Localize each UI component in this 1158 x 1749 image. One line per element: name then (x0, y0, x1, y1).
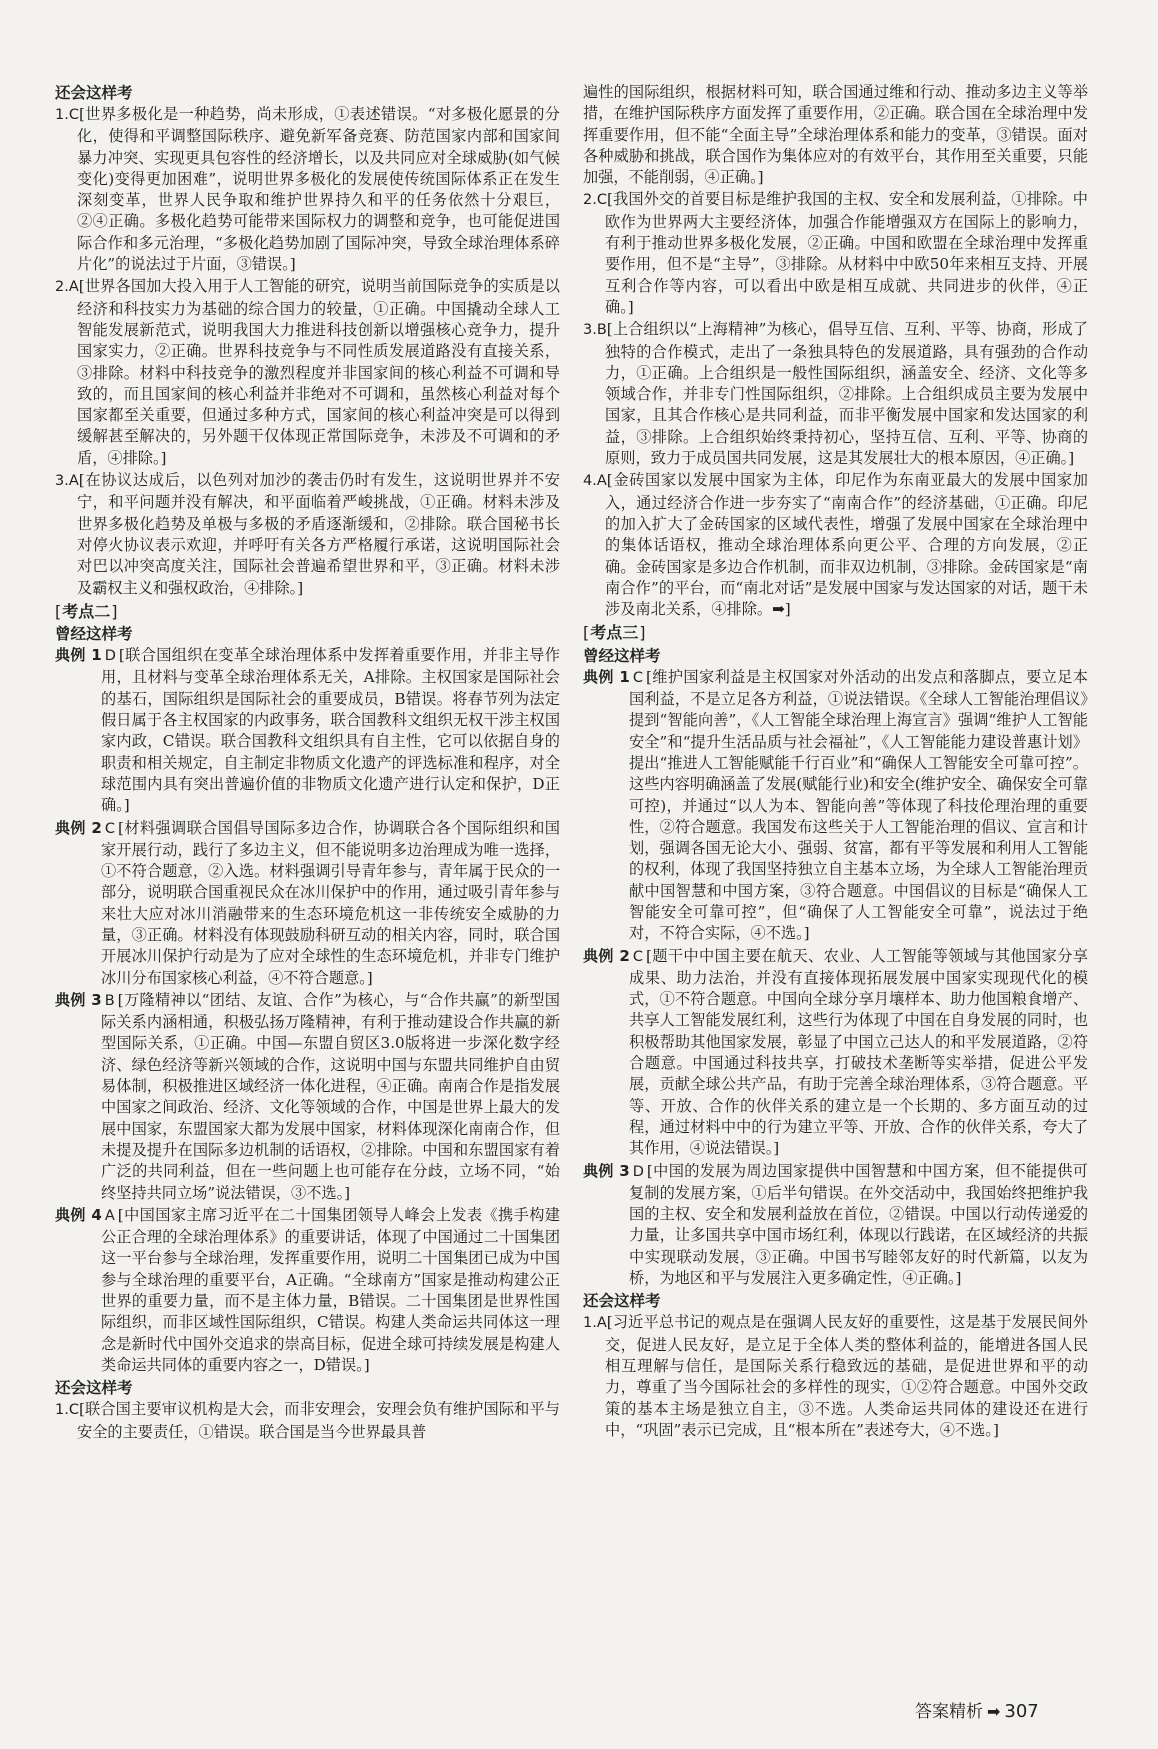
question-number: 1.C (55, 107, 79, 123)
example-text: [中国国家主席习近平在二十国集团领导人峰会上发表《携手构建公正合理的全球治理体系》的重要讲话，体现了中国通过二十国集团这一平台参与全球治理，发挥重要作用，说明二十国集团已成为中国参与全球治理的重要平台，A正确。“全球南方”国家是推动构建公正世界的重要力量，而不是主体力量，B错误。二十国集团是世界性国际组织，而非区域性国际组织，C错误。构建人类命运共同体这一理念是新时代中国外交追求的崇高目标，促进全球可持续发展是构建人类命运共同体的重要内容之一，D错误。] (101, 1205, 560, 1374)
example-item (55, 1205, 560, 1376)
question-item (55, 104, 560, 275)
topic-box-heading: [ 考点三 ] (583, 622, 646, 644)
question-item (55, 1399, 560, 1443)
question-text: [联合国主要审议机构是大会，而非安理会，安理会负有维护国际和平与安全的主要责任，①错误。联合国是当今世界最具普 (77, 1400, 560, 1441)
example-label: 典例 2 (55, 818, 102, 837)
example-item (55, 818, 560, 989)
example-answer: B (104, 992, 115, 1009)
example-text: [万隆精神以“团结、友谊、合作”为核心，与“合作共赢”的新型国际关系内涵相通，积极弘扬万隆精神，有利于推动建设合作共赢的新型国际关系，①正确。中国—东盟自贸区3.0版将进一步深化数字经济、绿色经济等新兴领域的合作，这说明中国与东盟共同维护自由贸易体制，积极推进区域经济一体化进程，④正确。南南合作是指发展中国家之间政治、经济、文化等领域的合作，中国是世界上最大的发展中国家，东盟国家大都为发展中国家，材料体现深化南南合作，但未提及提升在国际多边机制的话语权，②排除。中国和东盟国家有着广泛的共同利益，但在一些问题上也可能存在分歧，立场不同，“始终坚持共同立场”说法错误，③不选。] (101, 990, 560, 1202)
footer-label: 答案精析 (915, 1702, 983, 1722)
page-number: 307 (1004, 1701, 1039, 1722)
question-item (583, 319, 1088, 469)
arrow-right-icon: ➡ (987, 1702, 1001, 1721)
question-number: 2.C (583, 192, 607, 209)
example-text: [维护国家利益是主权国家对外活动的出发点和落脚点，要立足本国利益，不是立足各方利益，①说法错误。《全球人工智能治理倡议》提到“智能向善”，《人工智能全球治理上海宣言》强调“维护人工智能安全”和“提升生活品质与社会福祉”，《人工智能能力建设普惠计划》提出“推进人工智能赋能千行百业”和“确保人工智能安全可靠可控”。这些内容明确涵盖了发展(赋能行业)和安全(维护安全、确保安全可靠可控)，并通过“以人为本、智能向善”等体现了科技伦理治理的重要性，②符合题意。我国发布这些关于人工智能治理的倡议、宣言和计划，强调各国无论大小、强弱、贫富，都有平等发展和利用人工智能的权利，体现了我国坚持独立自主基本立场，为全球人工智能治理贡献中国智慧和中国方案，③符合题意。中国倡议的目标是“确保人工智能安全可靠可控”，但“确保了人工智能安全可靠”，说法过于绝对，不符合实际，④不选。] (629, 667, 1088, 943)
question-text: [上合组织以“上海精神”为核心，倡导互信、互利、平等、协商，形成了独特的合作模式，走出了一条独具特色的发展道路，具有强劲的合作动力，①正确。上合组织是一般性国际组织，涵盖安全、经济、文化等多领域合作，并非专门性国际组织，②排除。上合组织成员主要为发展中国家，且其合作核心是共同利益，而非平衡发展中国家和发达国家的利益，③排除。上合组织始终秉持初心，坚持互信、互利、平等、协商的原则，致力于成员国共同发展，这是其发展壮大的根本原因，④正确。] (605, 320, 1088, 468)
example-item (55, 645, 560, 816)
question-item (583, 189, 1088, 318)
question-item (583, 1312, 1088, 1441)
example-answer: C (104, 820, 115, 837)
example-label: 典例 3 (55, 990, 102, 1009)
section-heading: 曾经这样考 (55, 625, 133, 644)
question-text: [世界多极化是一种趋势，尚未形成，①表述错误。“对多极化愿景的分化，使得和平调整国际秩序、避免新军备竞赛、防范国家内部和国家间暴力冲突、实现更具包容性的经济增长，以及共同应对全球威胁(如气候变化)变得更加困难”，说明世界多极化的发展使传统国际体系正在发生深刻变革，世界人民争取和维护世界持久和平的任务依然十分艰巨，②④正确。多极化趋势可能带来国际权力的调整和竞争，也可能促进国际合作和多元治理，“多极化趋势加剧了国际冲突，导致全球治理体系碎片化”的说法过于片面，③错误。] (77, 105, 560, 274)
question-continuation: 遍性的国际组织，根据材料可知，联合国通过维和行动、推动多边主义等举措，在维护国际秩序方面发挥了重要作用，②正确。联合国在全球治理中发挥重要作用，但不能“全面主导”全球治理体系和能力的变革，③错误。面对各种威胁和挑战，联合国作为集体应对的有效平台，其作用至关重要，只能加强，不能削弱，④正确。] (583, 83, 1088, 187)
example-label: 典例 1 (583, 667, 630, 686)
question-text: [世界各国加大投入用于人工智能的研究，说明当前国际竞争的实质是以经济和科技实力为基础的综合国力的较量，①正确。中国撬动全球人工智能发展新范式，说明我国大力推进科技创新以增强核心竞争力，提升国家实力，②正确。世界科技竞争与不同性质发展道路没有直接关系，③排除。材料中科技竞争的激烈程度并非国家间的核心利益不可调和导致的，而且国家间的核心利益并非绝对不可调和，虽然核心利益对每个国家都至关重要，但通过多种方式，国家间的核心利益冲突是可以得到缓解甚至解决的，另外题干仅体现正常国际竞争，未涉及不可调和的矛盾，④排除。] (77, 277, 560, 467)
example-label: 典例 1 (55, 646, 102, 665)
question-item (583, 470, 1088, 620)
example-answer: D (632, 1163, 644, 1180)
example-label: 典例 2 (583, 946, 630, 965)
right-column (583, 82, 1088, 1442)
example-answer: C (632, 948, 643, 965)
question-number: 3.B (583, 322, 607, 339)
page-footer (915, 1697, 1039, 1722)
example-text: [中国的发展为周边国家提供中国智慧和中国方案，但不能提供可复制的发展方案，①后半句错误。在外交活动中，我国始终把维护我国的主权、安全和发展利益放在首位，②错误。中国以行动传递爱的力量，让多国共享中国市场红利，体现以行践诺，在区域经济的共振中实现联动发展，③正确。中国书写睦邻友好的时代新篇，以友为桥，为地区和平与发展注入更多确定性，④正确。] (629, 1161, 1088, 1288)
question-number: 1.A (583, 1315, 607, 1332)
example-item (583, 1161, 1088, 1290)
example-text: [题干中中国主要在航天、农业、人工智能等领域与其他国家分享成果、助力法治，并没有直接体现拓展发展中国家实现现代化的模式，①不符合题意。中国向全球分享月壤样本、助力他国粮食增产、共享人工智能发展红利，这些行为体现了中国在自身发展的同时，也积极帮助其他国家发展，彰显了中国立己达人的和平发展道路，②符合题意。中国通过科技共享，打破技术垄断等实举措，促进公平发展，贡献全球公共产品，有助于完善全球治理体系，③符合题意。平等、开放、合作的伙伴关系的建立是一个长期的、多方面互动的过程，通过材料中中的行为建立平等、开放、合作的伙伴关系，夸大了其作用，④说法错误。] (629, 946, 1088, 1158)
example-item (55, 990, 560, 1204)
question-number: 3.A (55, 473, 79, 490)
section-heading: 还会这样考 (55, 84, 133, 102)
question-text: [金砖国家以发展中国家为主体，印尼作为东南亚最大的发展中国家加入，通过经济合作进一步夯实了“南南合作”的经济基础，①正确。印尼的加入扩大了金砖国家的区域代表性，增强了发展中国家在全球治理中的集体话语权，推动全球治理体系向更公平、合理的方向发展，②正确。金砖国家是多边合作机制，而非双边机制，③排除。金砖国家是“南南合作”的平台，而“南北对话”是发展中国家与发达国家的对话，题干未涉及南北关系，④排除。➡] (605, 471, 1088, 619)
section-heading: 曾经这样考 (583, 646, 661, 665)
example-text: [联合国组织在变革全球治理体系中发挥着重要作用，并非主导作用，且材料与变革全球治理体系无关，A排除。主权国家是国际社会的基石，国际组织是国际社会的重要成员，B错误。将春节列为法定假日属于各主权国家的内政事务，联合国教科文组织无权干涉主权国家内政，C错误。联合国教科文组织具有自主性，它可以依据自身的职责和相关规定，自主制定非物质文化遗产的评选标准和程序，对全球范围内具有突出普遍价值的非物质文化遗产进行认定和保护，D正确。] (101, 646, 560, 815)
question-number: 1.C (55, 1402, 79, 1419)
question-item (55, 470, 560, 599)
example-label: 典例 3 (583, 1161, 630, 1180)
left-column (55, 82, 560, 1444)
example-text: [材料强调联合国倡导国际多边合作，协调联合各个国际组织和国家开展行动，践行了多边主义，但不能说明多边治理成为唯一选择，①不符合题意，②入选。材料强调引导青年参与，青年属于民众的一部分，说明联合国重视民众在冰川保护中的作用，通过吸引青年参与来壮大应对冰川消融带来的生态环境危机这一非传统安全威胁的力量，③正确。材料没有体现鼓励科研互动的相关内容，同时，联合国开展冰川保护行动是为了应对全球性的生态环境危机，并非专门维护冰川分布国家核心利益，④不符合题意。] (101, 818, 560, 987)
question-text: [在协议达成后，以色列对加沙的袭击仍时有发生，这说明世界并不安宁，和平问题并没有解决，和平面临着严峻挑战，①正确。材料未涉及世界多极化趋势及单极与多极的矛盾逐渐缓和，②排除。联合国秘书长对停火协议表示欢迎，并呼吁有关各方严格履行承诺，这说明国际社会对巴以冲突高度关注，国际社会普遍希望世界和平，③正确。材料未涉及霸权主义和强权政治，④排除。] (77, 471, 560, 597)
question-number: 4.A (583, 473, 607, 490)
topic-box-heading: [ 考点二 ] (55, 601, 118, 623)
example-item (583, 667, 1088, 945)
question-number: 2.A (55, 279, 79, 296)
question-text: [我国外交的首要目标是维护我国的主权、安全和发展利益，①排除。中欧作为世界两大主要经济体，加强合作能增强双方在国际上的影响力，有利于推动世界多极化发展，②正确。中国和欧盟在全球治理中发挥重要作用，但不是“主导”，③排除。从材料中中欧50年来相互支持、开展互利合作等内容，可以看出中欧是相互成就、共同进步的伙伴，④正确。] (605, 190, 1088, 316)
example-label: 典例 4 (55, 1205, 102, 1224)
example-answer: D (104, 648, 116, 665)
section-heading: 还会这样考 (55, 1379, 133, 1398)
question-text: [习近平总书记的观点是在强调人民友好的重要性，这是基于发展民间外交，促进人民友好，是立足于全体人类的整体利益的，能增进各国人民相互理解与信任，是国际关系行稳致远的基础，是促进世界和平的动力，尊重了当今国际社会的多样性的现实，①②符合题意。中国外交政策的基本主场是独立自主，③不选。人类命运共同体的建设还在进行中，“巩固”表示已完成，且“根本所在”表述夸大，④不选。] (605, 1313, 1088, 1439)
section-heading: 还会这样考 (583, 1292, 661, 1311)
example-answer: A (104, 1207, 115, 1224)
example-item (583, 946, 1088, 1160)
question-item (55, 276, 560, 469)
example-answer: C (632, 669, 643, 686)
